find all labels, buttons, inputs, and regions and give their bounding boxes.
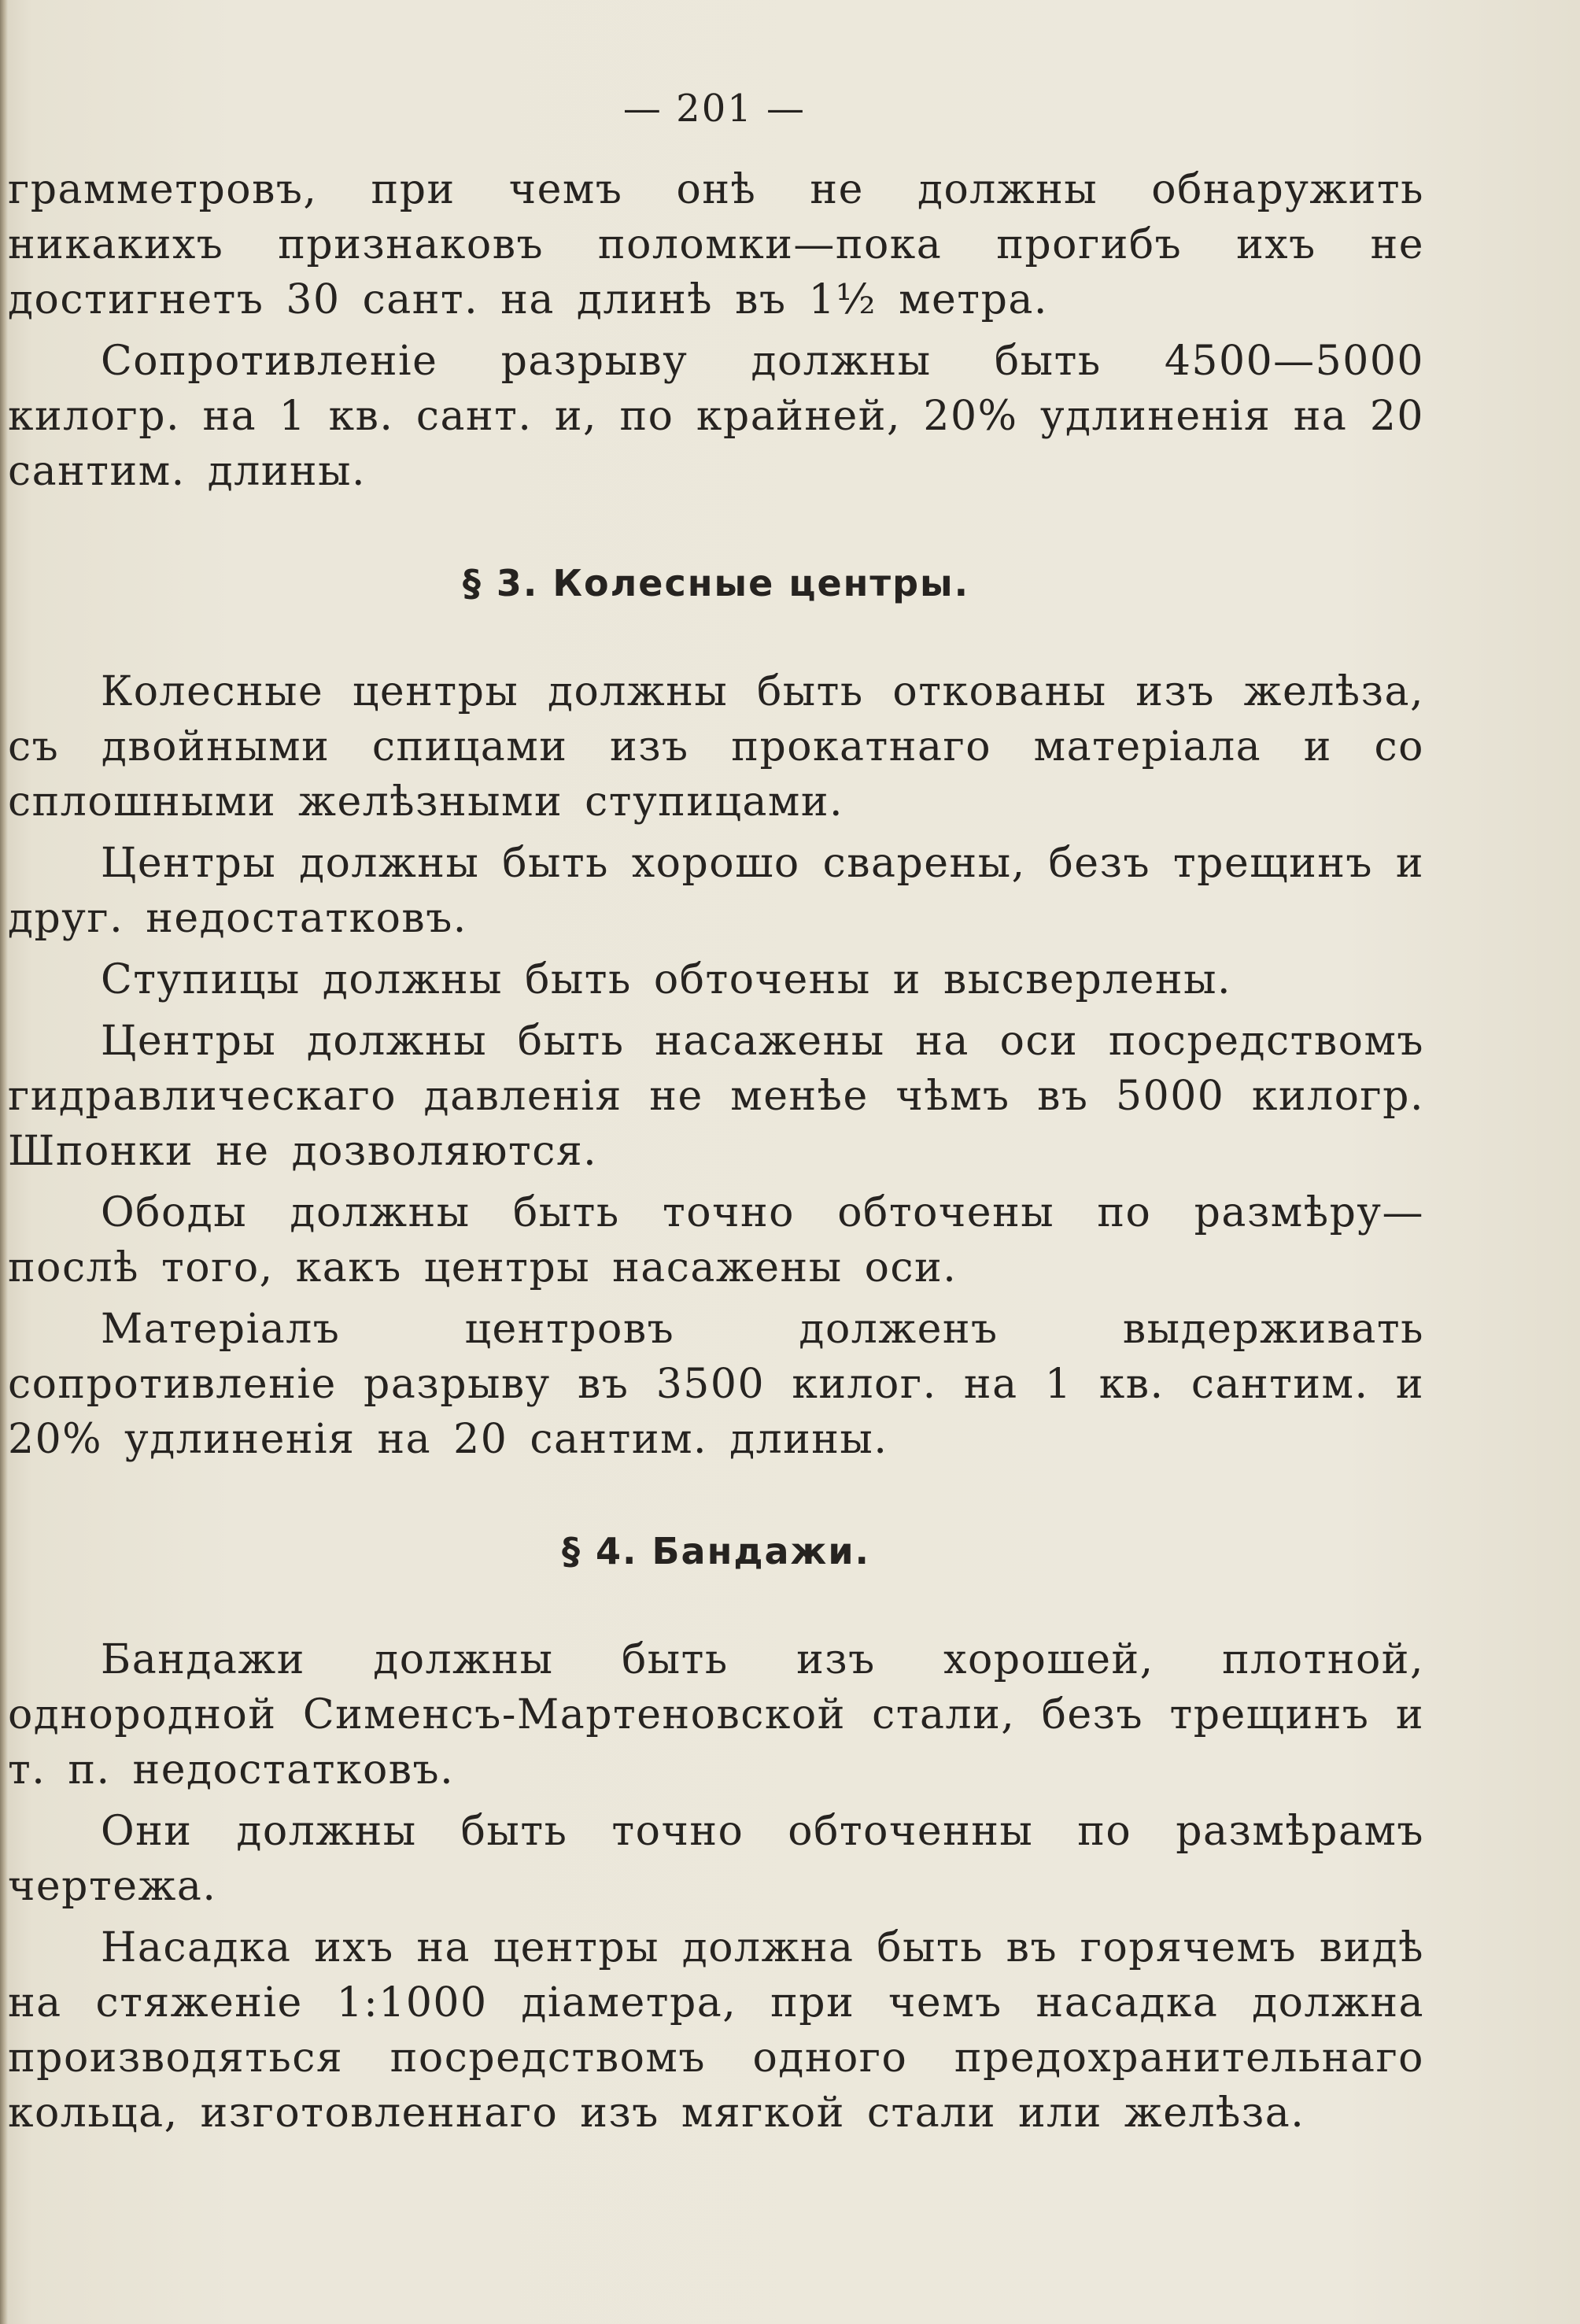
page-binding-edge: [0, 0, 8, 2324]
paragraph-tyre-fitting: Насадка ихъ на центры должна быть въ горячемъ видѣ на стяженіе 1:1000 діаметра, при чемъ насадка должна производяться посредствомъ одного предохранительнаго кольца, изготовленнаго изъ мягкой стали или желѣза.: [8, 1924, 1424, 2137]
paragraph-tyre-turning: Они должны быть точно обточенны по размѣрамъ чертежа.: [8, 1808, 1424, 1910]
paragraph-tensile-strength: Сопротивленіе разрыву должны быть 4500—5000 килогр. на 1 кв. сант. и, по крайней, 20% удлиненія на 20 сантим. длины.: [8, 338, 1424, 495]
page-number: — 201 —: [622, 87, 807, 131]
paragraph-hubs: Ступицы должны быть обточены и высверлены.: [101, 956, 1231, 1003]
page-text: [8, 87, 1424, 2141]
paragraph-tyre-steel: Бандажи должны быть изъ хорошей, плотной, однородной Сименсъ-Мартеновской стали, безъ трещинъ и т. п. недостатковъ.: [8, 1636, 1424, 1794]
section-heading-wheel-centers: § 3. Колесные центры.: [462, 562, 970, 604]
paragraph-continuation: грамметровъ, при чемъ онѣ не должны обнаружить никакихъ признаковъ поломки—пока прогибъ ихъ не достигнетъ 30 сант. на длинѣ въ 1½ метра.: [8, 166, 1424, 323]
paragraph-centers-pressed: Центры должны быть насажены на оси посредствомъ гидравлическаго давленія не менѣе чѣмъ въ 5000 килогр. Шпонки не дозволяются.: [8, 1018, 1424, 1175]
section-heading-tyres: § 4. Бандажи.: [561, 1530, 871, 1572]
paragraph-wheel-centers-forging: Колесные центры должны быть откованы изъ желѣза, съ двойными спицами изъ прокатнаго матеріала и со сплошными желѣзными ступицами.: [8, 668, 1424, 826]
paragraph-center-material: Матеріалъ центровъ долженъ выдерживать сопротивленіе разрыву въ 3500 килог. на 1 кв. сантим. и 20% удлиненія на 20 сантим. длины.: [8, 1306, 1424, 1463]
paragraph-rims: Ободы должны быть точно обточены по размѣру—послѣ того, какъ центры насажены оси.: [8, 1189, 1424, 1291]
paragraph-centers-welded: Центры должны быть хорошо сварены, безъ трещинъ и друг. недостатковъ.: [8, 840, 1424, 942]
